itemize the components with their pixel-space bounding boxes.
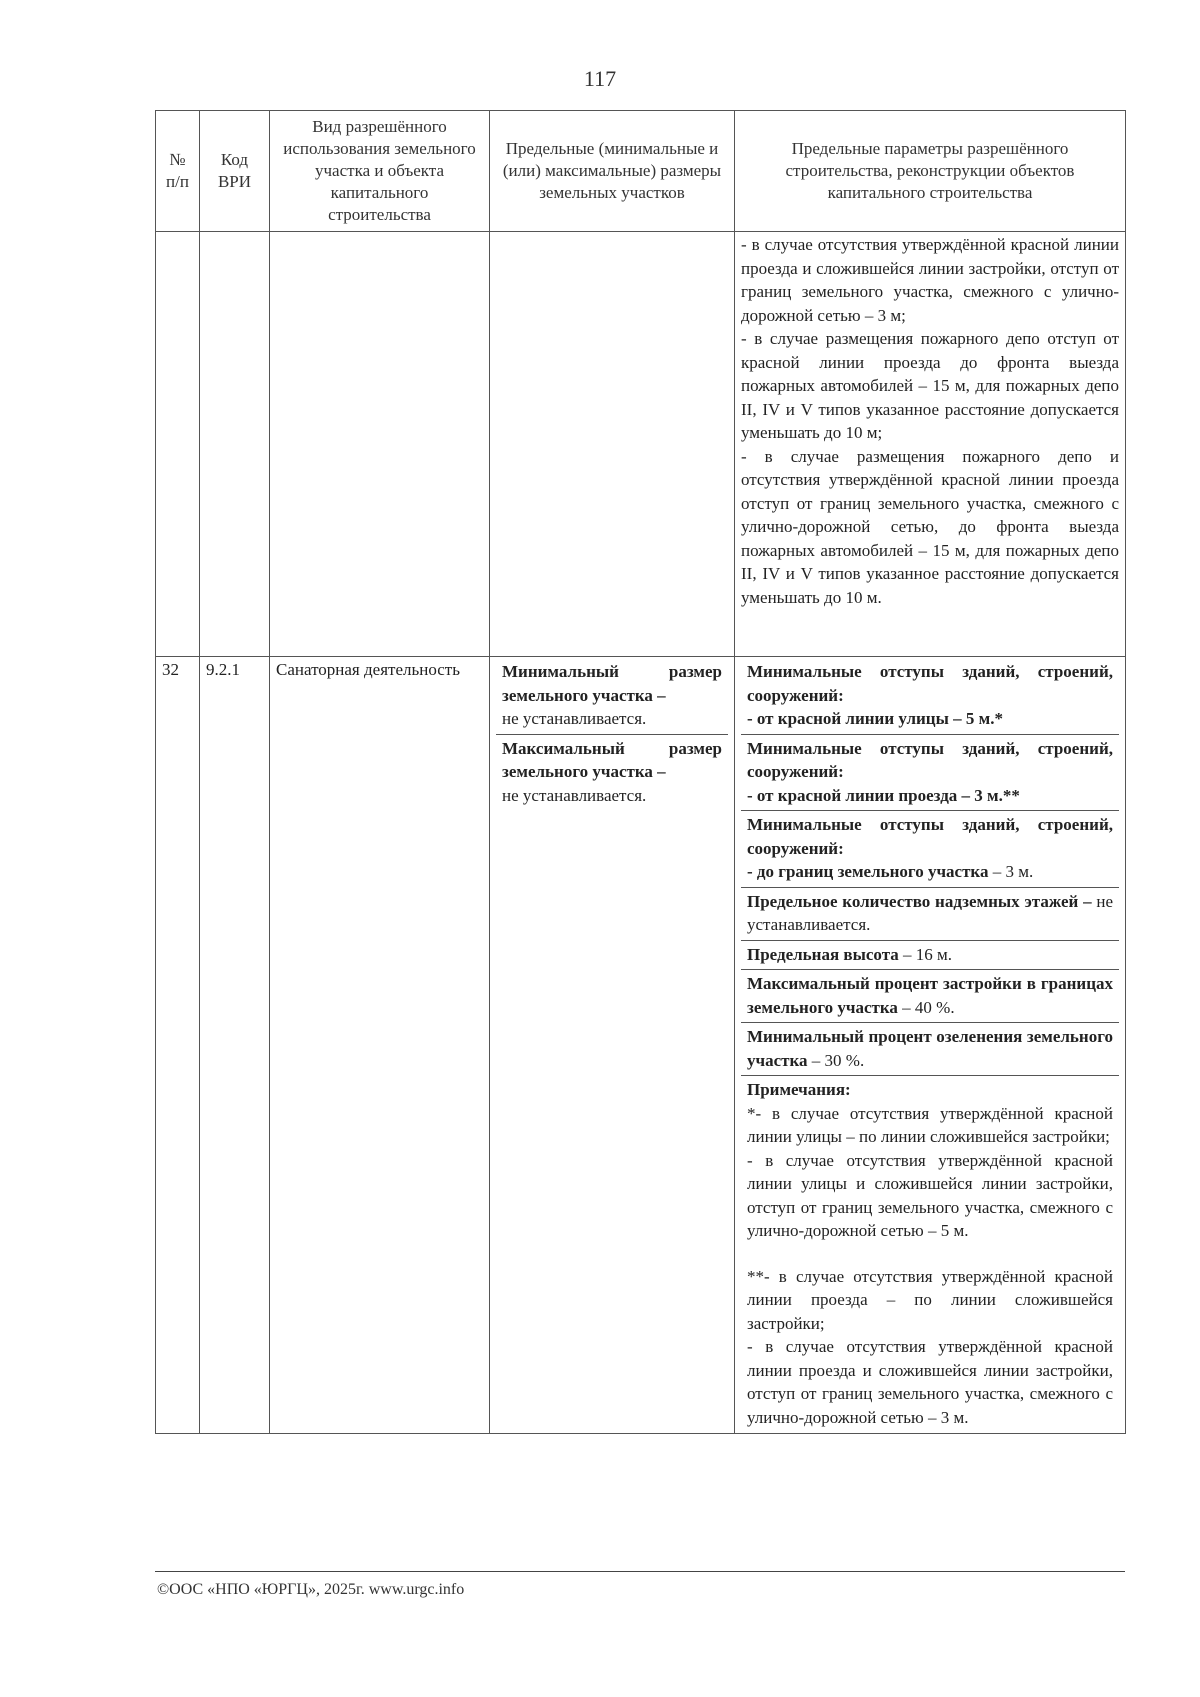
- page-number: 117: [583, 66, 617, 91]
- note-item: - в случае отсутствия утверждённой красной линии проезда и сложившейся линии застройки, отступ от границ земельного участка, смежного с улично-дорожной сетью – 3 м.: [747, 1337, 1113, 1427]
- param-value: – 16 м.: [898, 944, 953, 964]
- table-header-row: [156, 111, 1126, 232]
- footer-divider: [155, 1571, 1125, 1572]
- param-value: – 3 м.: [988, 862, 1034, 881]
- param-setback-driveway: [741, 735, 1119, 812]
- cell-params-continuation: [735, 232, 1126, 657]
- header-num: № п/п: [156, 111, 200, 232]
- header-size: Предельные (минимальные и (или) максимальные) размеры земельных участков: [490, 111, 735, 232]
- header-params: Предельные параметры разрешённого строительства, реконструкции объектов капитального строительства: [735, 111, 1126, 232]
- params-item: - в случае размещения пожарного депо и отсутствия утверждённой красной линии проезда отступ от границ земельного участка, смежного с улично-дорожной сетью, до фронта выезда пожарных автомобилей – 15 м, для пожарных депо II, IV и V типов указанное расстояние допускается уменьшать до 10 м.: [741, 446, 1119, 607]
- cell-size-empty: [490, 232, 735, 657]
- param-head: Максимальный процент застройки в границах земельного участка: [747, 974, 1113, 1017]
- params-item: - в случае отсутствия утверждённой красной линии проезда и сложившейся линии застройки, отступ от границ земельного участка, смежного с улично-дорожной сетью – 3 м;: [741, 235, 1119, 325]
- param-head: Минимальные отступы зданий, строений, сооружений:: [747, 662, 1113, 705]
- param-head: Предельная высота: [747, 944, 899, 964]
- size-min-block: [496, 658, 728, 735]
- cell-vri: Санаторная деятельность: [270, 657, 490, 1434]
- size-max-block: [496, 735, 728, 811]
- cell-params: [735, 657, 1126, 1434]
- param-head: Минимальные отступы зданий, строений, сооружений:: [747, 815, 1113, 858]
- param-setback-street: [741, 658, 1119, 735]
- note-item: - в случае отсутствия утверждённой красной линии улицы и сложившейся линии застройки, отступ от границ земельного участка, смежного с улично-дорожной сетью – 5 м.: [747, 1150, 1113, 1240]
- size-max-value: не устанавливается.: [502, 785, 647, 805]
- cell-num-empty: [156, 232, 200, 657]
- param-head: Минимальные отступы зданий, строений, сооружений:: [747, 738, 1113, 781]
- param-value: - от красной линии улицы – 5 м.*: [747, 709, 1003, 728]
- param-value: - от красной линии проезда – 3 м.**: [747, 785, 1020, 805]
- cell-num: 32: [156, 657, 200, 1434]
- param-head: Предельное количество надземных этажей –: [747, 891, 1092, 911]
- size-min-value: не устанавливается.: [502, 709, 647, 728]
- cell-vri-empty: [270, 232, 490, 657]
- param-value: не устанавливается.: [747, 891, 1113, 934]
- size-max-head: Максимальный размер земельного участка –: [502, 738, 722, 781]
- param-max-coverage: [741, 970, 1119, 1023]
- note-item: **- в случае отсутствия утверждённой красной линии проезда – по линии сложившейся застройки;: [747, 1266, 1113, 1333]
- param-value: – 30 %.: [807, 1050, 865, 1070]
- cell-size: [490, 657, 735, 1434]
- param-height: [741, 941, 1119, 971]
- table-row-32: [156, 657, 1126, 1434]
- param-setback-boundary: [741, 811, 1119, 888]
- header-code: Код ВРИ: [200, 111, 270, 232]
- cell-code-empty: [200, 232, 270, 657]
- notes-title: Примечания:: [747, 1080, 851, 1099]
- param-min-greening: [741, 1023, 1119, 1076]
- footer-copyright: ©ООС «НПО «ЮРГЦ», 2025г. www.urgc.info: [157, 1581, 465, 1598]
- size-min-head: Минимальный размер земельного участка –: [502, 662, 722, 705]
- param-head: Минимальный процент озеленения земельного участка: [747, 1027, 1113, 1070]
- param-value-bold: - до границ земельного участка: [747, 862, 989, 881]
- note-item: *- в случае отсутствия утверждённой красной линии улицы – по линии сложившейся застройки;: [747, 1103, 1113, 1146]
- table-row-continuation: [156, 232, 1126, 657]
- cell-code: 9.2.1: [200, 657, 270, 1434]
- param-value: – 40 %.: [897, 997, 955, 1017]
- note-spacer: [747, 1243, 1113, 1265]
- regulations-table: [155, 110, 1126, 1434]
- params-item: - в случае размещения пожарного депо отступ от красной линии проезда до фронта выезда пожарных автомобилей – 15 м, для пожарных депо II, IV и V типов указанное расстояние допускается уменьшать до 10 м;: [741, 329, 1119, 442]
- header-vri: Вид разрешённого использования земельного участка и объекта капитального строительства: [270, 111, 490, 232]
- param-floors: [741, 888, 1119, 941]
- notes-block: [741, 1076, 1119, 1432]
